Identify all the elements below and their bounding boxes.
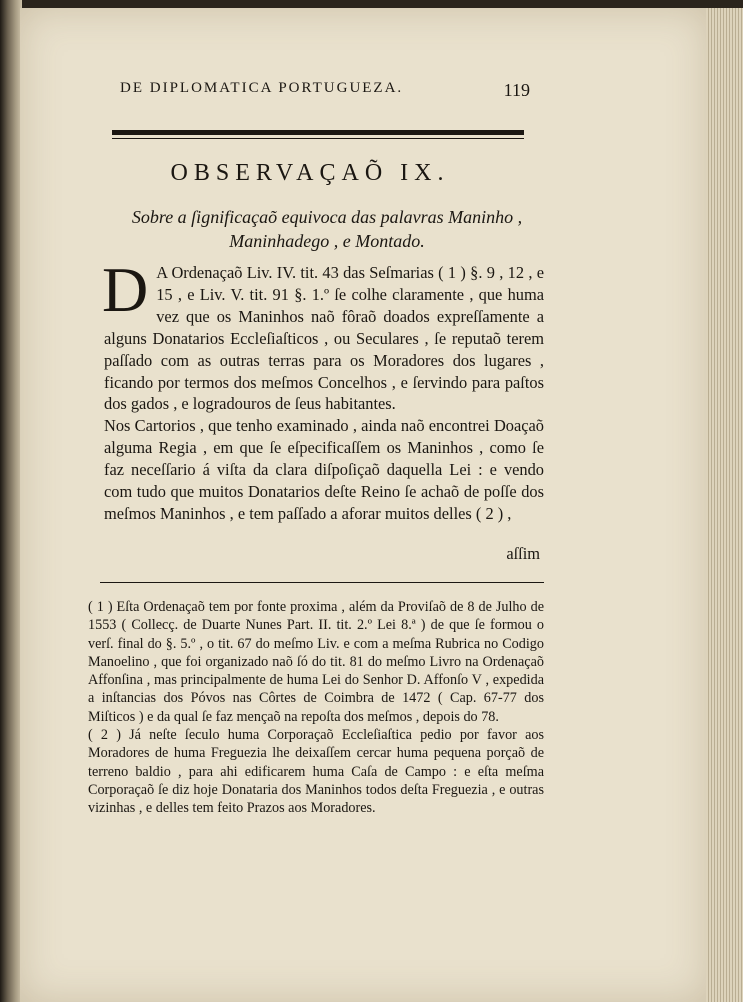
subtitle-line-1: Sobre a ſignificaçaõ equivoca das palavras Maninho , <box>131 207 523 227</box>
section-title: OBSERVAÇAÕ IX. <box>170 160 450 186</box>
book-spine-edge <box>0 0 22 1002</box>
footnote-1: ( 1 ) Eſta Ordenaçaõ tem por fonte proxima , além da Proviſaõ de 8 de Julho de 1553 ( Collecç. de Duarte Nunes Part. II. tit. 2.º Lei 8.ª ) de que ſe formou o verſ. final do §. 5.º , o tit. 67 do meſmo Liv. e com a meſma Rubrica no Codigo Manoelino , que foi organizado naõ ſó do tit. 81 do meſmo Livro na Ordenaçaõ Affonſina , mas principalmente de huma Lei do Senhor D. Affonſo V , expedida a inſtancias dos Póvos nas Côrtes de Coimbra de 1472 ( Cap. 67-77 dos Miſticos ) e da qual ſe faz mençaõ na repoſta dos meſmos , depois do 78. <box>88 599 544 725</box>
footnote-2: ( 2 ) Já neſte ſeculo huma Corporaçaõ Eccleſiaſtica pedio por favor aos Moradores de huma Freguezia lhe deixaſſem cercar huma pequena porçaõ de terreno baldio , para ahi edificarem huma Caſa de Campo : e eſta meſma Corporaçaõ ſe diz hoje Donataria dos Maninhos todos deſta Freguezia , e outras vizinhas , e delles tem feito Prazos aos Moradores. <box>88 727 544 817</box>
page-number: 119 <box>503 80 530 100</box>
drop-cap: D <box>102 254 149 325</box>
body-text <box>102 254 544 525</box>
page-stack-edge <box>706 8 743 1002</box>
header-rule-thick <box>112 130 524 135</box>
running-header <box>120 80 530 104</box>
paragraph-1 <box>102 254 544 415</box>
header-rule-thin <box>112 138 524 139</box>
footnote-rule <box>100 582 544 583</box>
subtitle-line-2: Maninhadego , e Montado. <box>229 231 425 251</box>
paragraph-2: Nos Cartorios , que tenho examinado , ainda naõ encontrei Doaçaõ alguma Regia , em que ſe eſpecificaſſem os Maninhos , como ſe faz neceſſario á viſta da clara diſpoſiçaõ daquella Lei : e vendo com tudo que muitos Donatarios deſte Reino ſe achaõ de poſſe dos meſmos Maninhos , e tem paſſado a aforar muitos delles ( 2 ) , <box>104 416 544 523</box>
catchword: aſſim <box>506 544 540 563</box>
running-title: DE DIPLOMATICA PORTUGUEZA. <box>120 80 404 96</box>
section-subtitle <box>112 205 542 253</box>
paragraph-1-text: A Ordenaçaõ Liv. IV. tit. 43 das Seſmarias ( 1 ) §. 9 , 12 , e 15 , e Liv. V. tit. 91 §. 1.º ſe colhe claramente , que huma vez que os Maninhos naõ fôraõ doados expreſſamente a alguns Donatarios Eccleſiaſticos , ou Seculares , ſe reputaõ terem paſſado com as outras terras para os Moradores dos lugares , ficando por termos dos meſmos Concelhos , e ſervindo para paſtos dos gados , e logradouros de ſeus habitantes. <box>104 263 544 414</box>
footnotes <box>88 598 544 818</box>
